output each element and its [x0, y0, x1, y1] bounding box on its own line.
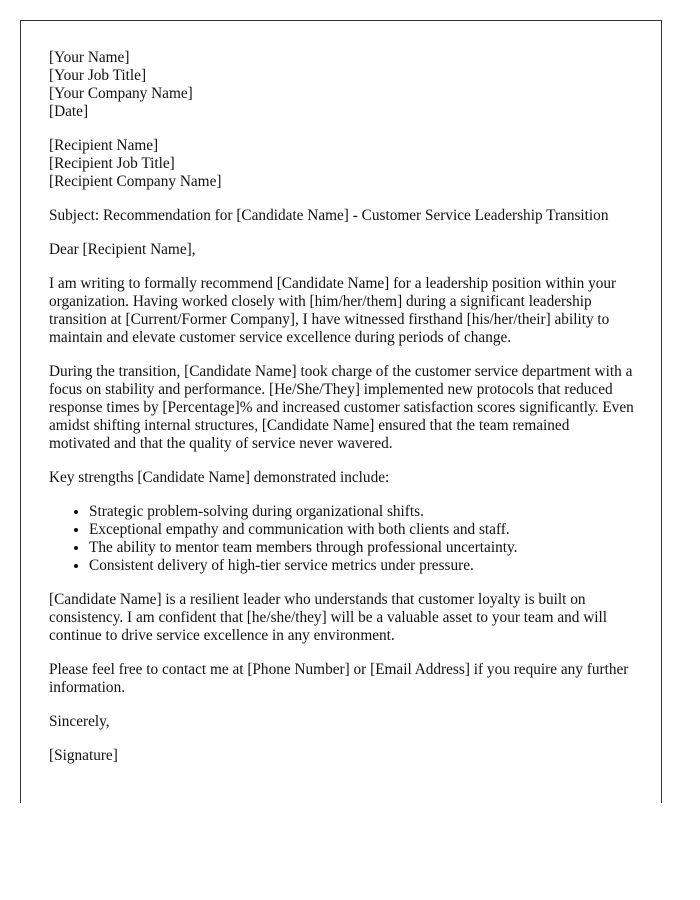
strengths-list [49, 503, 634, 575]
contact-paragraph: Please feel free to contact me at [Phone Number] or [Email Address] if you require any further information. [49, 661, 629, 696]
recipient-company: [Recipient Company Name] [49, 173, 222, 190]
signature: [Signature] [49, 747, 118, 764]
sender-company: [Your Company Name] [49, 85, 193, 102]
sender-block [49, 49, 634, 121]
strengths-intro: Key strengths [Candidate Name] demonstrated include: [49, 469, 390, 486]
body-paragraph: I am writing to formally recommend [Candidate Name] for a leadership position within your organization. Having worked closely with [him/her/them] during a significant leadership transition at [Current/Former Company], I have witnessed firsthand [his/her/their] ability to maintain and elevate customer service excellence during periods of change. [49, 275, 617, 346]
list-item: • Strategic problem-solving during organizational shifts. [89, 503, 634, 521]
subject-line: Subject: Recommendation for [Candidate Name] - Customer Service Leadership Transition [49, 207, 609, 224]
recipient-name: [Recipient Name] [49, 137, 159, 154]
salutation: Dear [Recipient Name], [49, 241, 196, 258]
list-item: • Consistent delivery of high-tier service metrics under pressure. [89, 557, 634, 575]
body-paragraph: [Candidate Name] is a resilient leader who understands that customer loyalty is built on consistency. I am confident that [he/she/they] will be a valuable asset to your team and will continue to drive service excellence in any environment. [49, 591, 608, 644]
list-item: • Exceptional empathy and communication with both clients and staff. [89, 521, 634, 539]
recipient-job-title: [Recipient Job Title] [49, 155, 175, 172]
list-item: • The ability to mentor team members through professional uncertainty. [89, 539, 634, 557]
body-paragraph: During the transition, [Candidate Name] took charge of the customer service department with a focus on stability and performance. [He/She/They] implemented new protocols that reduced response times by [Percentage]% and increased customer satisfaction scores significantly. Even amidst shifting internal structures, [Candidate Name] ensured that the team remained motivated and that the quality of service never wavered. [49, 363, 634, 452]
sender-name: [Your Name] [49, 49, 130, 66]
recipient-block [49, 137, 634, 191]
sender-job-title: [Your Job Title] [49, 67, 147, 84]
letter-date: [Date] [49, 103, 89, 120]
letter-page [20, 20, 662, 803]
signoff: Sincerely, [49, 713, 110, 730]
